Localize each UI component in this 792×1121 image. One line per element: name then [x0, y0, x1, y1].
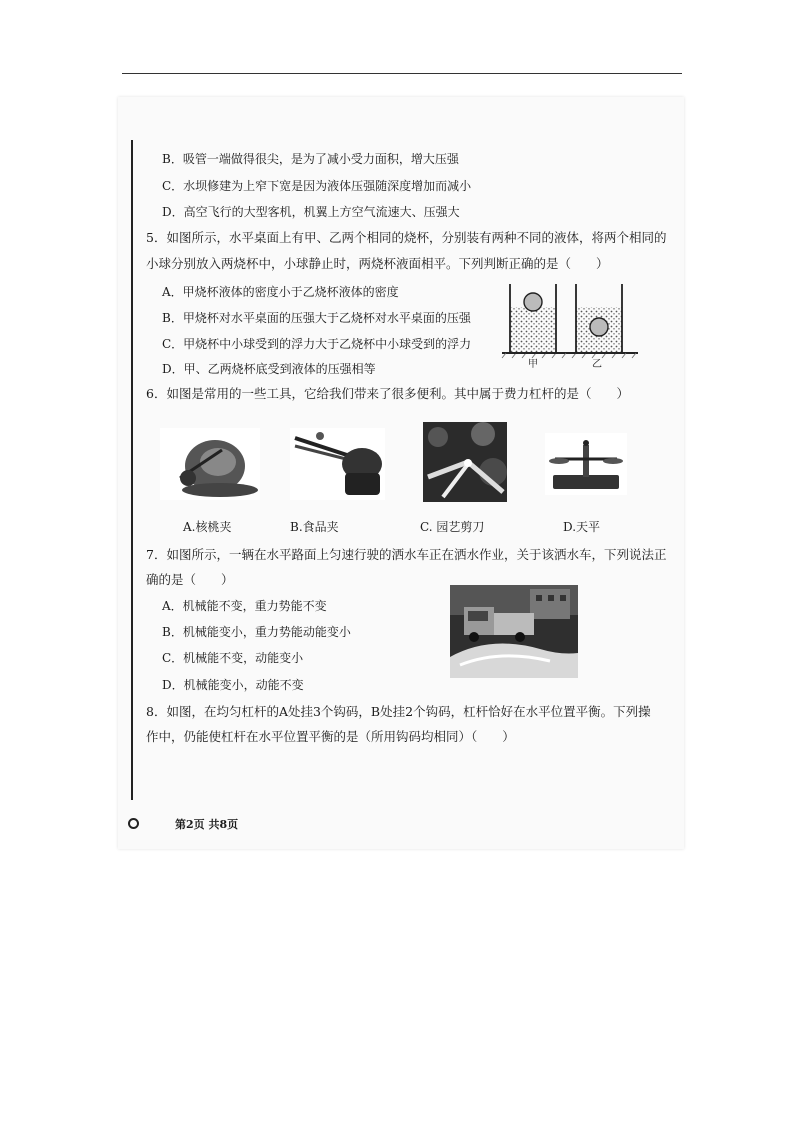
- q6-option-c: C. 园艺剪刀: [420, 520, 485, 534]
- top-rule: [122, 73, 682, 74]
- q5-stem-line1: 5．如图所示，水平桌面上有甲、乙两个相同的烧杯，分别装有两种不同的液体，将两个相同的: [146, 230, 667, 245]
- page-number: 第2页 共8页: [175, 818, 239, 831]
- ball-yi: [590, 318, 608, 336]
- q7-option-d: D．机械能变小，动能不变: [162, 678, 304, 692]
- beaker-jia-liquid: [510, 307, 556, 353]
- q6-option-b: B.食品夹: [290, 520, 339, 534]
- binding-hole-icon: [128, 818, 139, 829]
- q5-option-c: C．甲烧杯中小球受到的浮力大于乙烧杯中小球受到的浮力: [162, 337, 472, 351]
- q8-stem-line2: 作中，仍能使杠杆在水平位置平衡的是（所用钩码均相同）（ ）: [146, 729, 515, 744]
- q8-stem-line1: 8．如图，在均匀杠杆的A处挂3个钩码，B处挂2个钩码，杠杆恰好在水平位置平衡。下列操: [146, 704, 651, 719]
- food-tongs-photo: [290, 428, 385, 500]
- q5-beakers-figure: [500, 280, 640, 370]
- q7-stem-line1: 7．如图所示，一辆在水平路面上匀速行驶的洒水车正在洒水作业，关于该洒水车，下列说法正: [146, 547, 667, 562]
- q5-option-d: D．甲、乙两烧杯底受到液体的压强相等: [162, 362, 376, 376]
- q5-option-a: A．甲烧杯液体的密度小于乙烧杯液体的密度: [162, 285, 399, 299]
- q6-stem: 6．如图是常用的一些工具，它给我们带来了很多便利。其中属于费力杠杆的是（ ）: [146, 386, 629, 401]
- binding-margin-line: [131, 140, 133, 800]
- q5-option-b: B．甲烧杯对水平桌面的压强大于乙烧杯对水平桌面的压强: [162, 311, 471, 325]
- q6-option-d: D.天平: [563, 520, 601, 534]
- q7-option-c: C．机械能不变，动能变小: [162, 651, 304, 665]
- ball-jia: [524, 293, 542, 311]
- q7-option-b: B．机械能变小，重力势能动能变小: [162, 625, 351, 639]
- q5-stem-line2: 小球分别放入两烧杯中，小球静止时，两烧杯液面相平。下列判断正确的是（ ）: [146, 256, 609, 271]
- q4-option-d: D．高空飞行的大型客机，机翼上方空气流速大、压强大: [162, 205, 460, 219]
- sprinkler-truck-photo: [450, 585, 578, 678]
- q4-option-b: B．吸管一端做得很尖，是为了减小受力面积，增大压强: [162, 152, 459, 166]
- nutcracker-photo: [160, 428, 260, 500]
- garden-shears-photo: [423, 422, 507, 502]
- q6-option-a: A.核桃夹: [183, 520, 232, 534]
- q7-option-a: A．机械能不变，重力势能不变: [162, 599, 327, 613]
- q4-option-c: C．水坝修建为上窄下宽是因为液体压强随深度增加而减小: [162, 179, 472, 193]
- balance-scale-photo: [545, 433, 627, 495]
- q7-stem-line2: 确的是（ ）: [146, 572, 234, 587]
- beaker-label-yi: 乙: [592, 359, 602, 370]
- beaker-label-jia: 甲: [528, 359, 538, 370]
